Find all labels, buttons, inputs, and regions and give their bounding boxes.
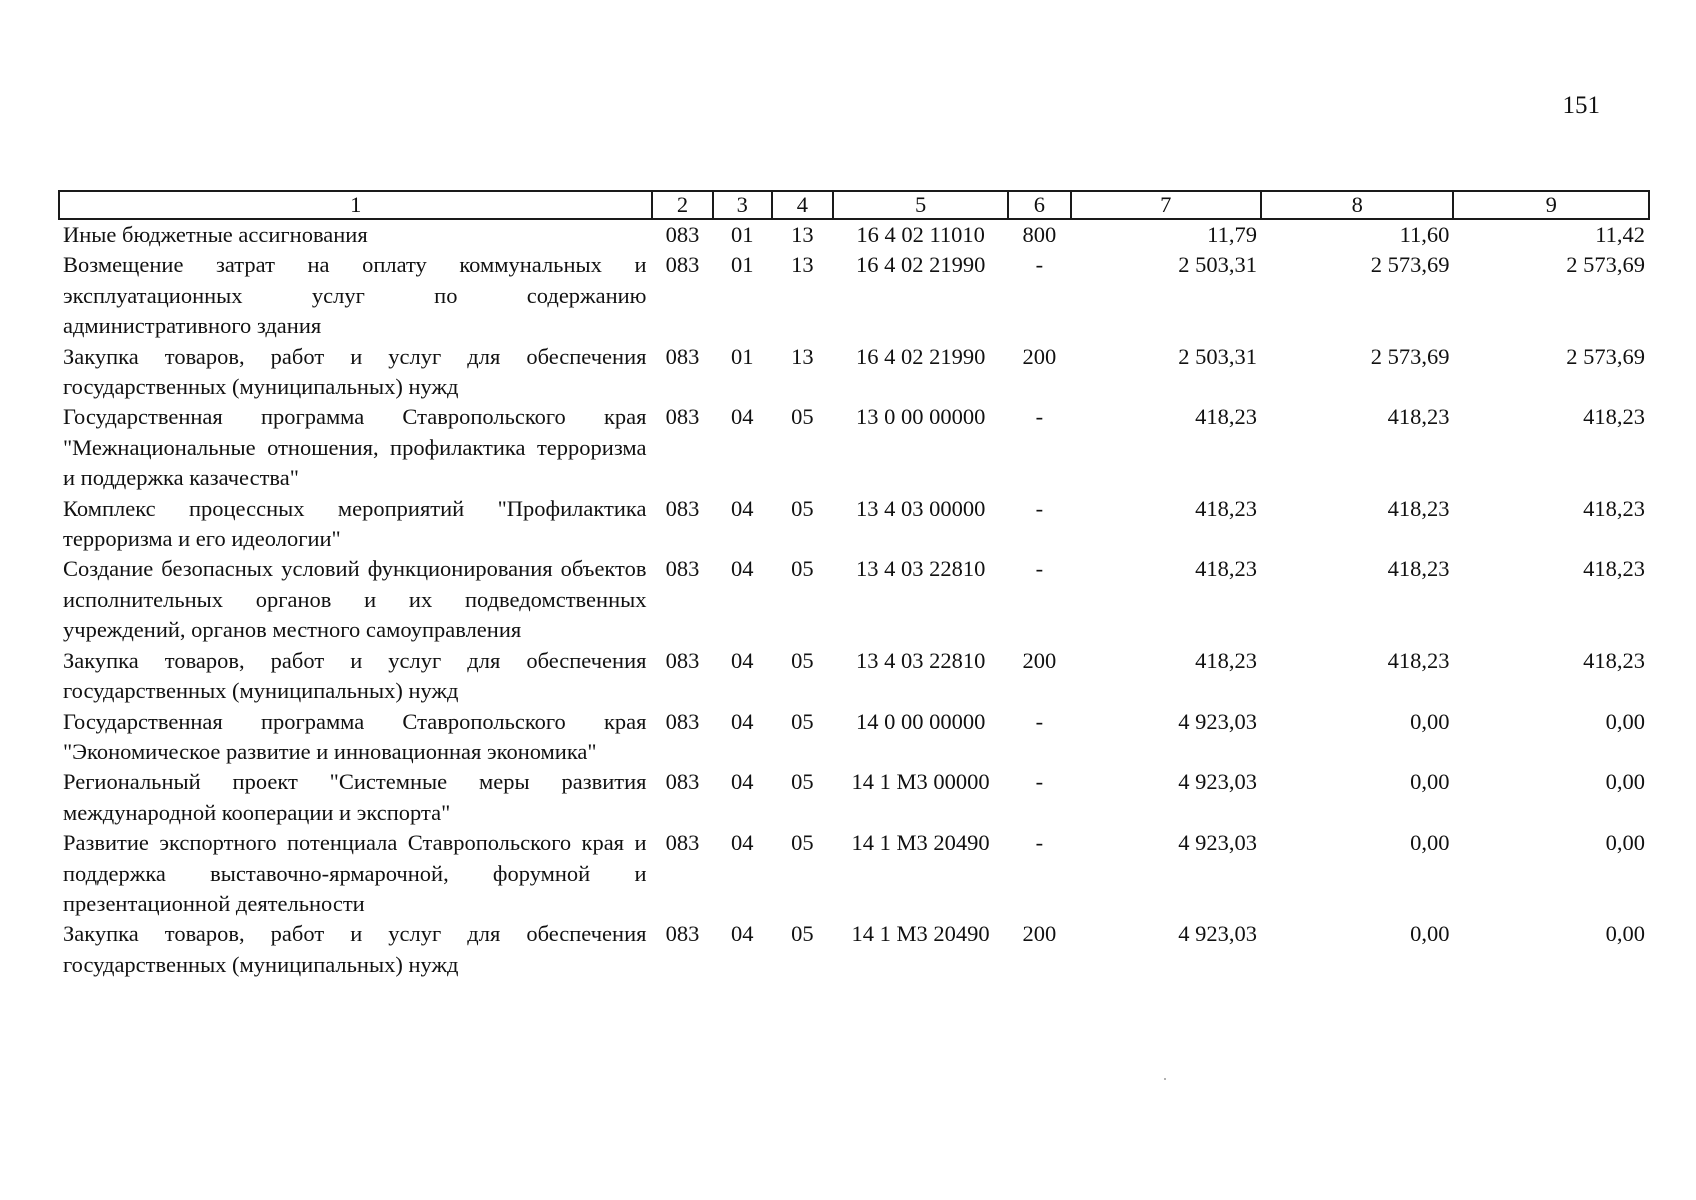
table-header-row [59, 191, 1649, 219]
row-name: Создание безопасных условий функционирования объектов исполнительных органов и их подведомственных учреждений, органов местного самоуправления [63, 556, 647, 643]
row-amount-col9: 418,23 [1583, 647, 1645, 673]
row-expense-type: 200 [1022, 647, 1057, 673]
row-amount-col7: 4 923,03 [1178, 769, 1257, 795]
row-amount-col9: 0,00 [1605, 921, 1645, 947]
row-amount-col7: 4 923,03 [1178, 708, 1257, 734]
row-admin-code: 083 [665, 222, 700, 247]
row-admin-code: 083 [665, 769, 700, 795]
row-amount-col8: 418,23 [1387, 647, 1450, 673]
table-row [59, 342, 1649, 403]
table-row [59, 646, 1649, 707]
row-amount-col9: 418,23 [1583, 556, 1645, 582]
row-amount-col9: 0,00 [1605, 769, 1645, 795]
row-section-code: 04 [730, 921, 754, 947]
row-admin-code: 083 [665, 708, 700, 734]
row-expense-type: - [1035, 708, 1044, 734]
row-section-code: 04 [730, 404, 754, 430]
row-target-article: 14 1 М3 20490 [851, 921, 990, 947]
row-amount-col8: 0,00 [1410, 830, 1450, 856]
row-amount-col8: 418,23 [1387, 495, 1450, 521]
row-target-article: 16 4 02 11010 [856, 222, 985, 247]
row-target-article: 13 4 03 00000 [855, 495, 986, 521]
row-expense-type: - [1035, 769, 1044, 795]
column-header-4: 4 [772, 191, 833, 219]
row-amount-col9: 11,42 [1595, 222, 1645, 247]
column-header-6: 6 [1008, 191, 1070, 219]
row-amount-col7: 418,23 [1195, 556, 1257, 582]
row-amount-col8: 0,00 [1410, 921, 1450, 947]
row-section-code: 04 [730, 769, 754, 795]
row-target-article: 13 4 03 22810 [855, 556, 986, 582]
row-admin-code: 083 [665, 647, 700, 673]
row-amount-col7: 418,23 [1195, 404, 1257, 430]
row-subsection-code: 13 [791, 252, 814, 278]
scan-speck [1164, 1078, 1166, 1080]
row-amount-col8: 11,60 [1399, 222, 1450, 247]
table-row [59, 767, 1649, 828]
row-name: Государственная программа Ставропольского края "Экономическое развитие и инновационная экономика" [63, 708, 647, 764]
column-header-2: 2 [652, 191, 712, 219]
row-section-code: 01 [730, 222, 754, 247]
row-expense-type: 200 [1022, 921, 1057, 947]
table-row [59, 219, 1649, 250]
row-subsection-code: 05 [791, 495, 814, 521]
row-amount-col8: 2 573,69 [1370, 252, 1450, 278]
row-subsection-code: 05 [791, 769, 814, 795]
row-target-article: 13 0 00 00000 [855, 404, 986, 430]
row-expense-type: - [1035, 556, 1044, 582]
table-row [59, 402, 1649, 493]
row-section-code: 04 [730, 830, 754, 856]
row-name: Закупка товаров, работ и услуг для обеспечения государственных (муниципальных) нужд [63, 921, 647, 977]
row-subsection-code: 05 [791, 647, 814, 673]
row-expense-type: 800 [1022, 222, 1057, 247]
row-name: Закупка товаров, работ и услуг для обеспечения государственных (муниципальных) нужд [63, 647, 647, 704]
row-subsection-code: 05 [791, 830, 814, 856]
row-amount-col8: 418,23 [1387, 404, 1450, 430]
row-amount-col7: 4 923,03 [1178, 830, 1257, 856]
row-name: Возмещение затрат на оплату коммунальных и эксплуатационных услуг по содержанию административного здания [63, 252, 647, 339]
row-section-code: 01 [730, 252, 754, 278]
row-section-code: 04 [730, 495, 754, 521]
table-row [59, 707, 1649, 768]
row-amount-col9: 0,00 [1605, 830, 1645, 856]
row-amount-col7: 2 503,31 [1178, 343, 1257, 369]
row-subsection-code: 05 [791, 708, 814, 734]
row-section-code: 04 [730, 556, 754, 582]
row-amount-col8: 0,00 [1410, 769, 1450, 795]
table-row [59, 250, 1649, 341]
row-name: Государственная программа Ставропольского края "Межнациональные отношения, профилактика терроризма и поддержка казачества" [63, 404, 647, 491]
row-amount-col7: 418,23 [1195, 647, 1257, 673]
row-admin-code: 083 [665, 252, 700, 278]
row-expense-type: - [1035, 495, 1044, 521]
row-subsection-code: 05 [791, 556, 814, 582]
row-amount-col8: 0,00 [1410, 708, 1450, 734]
table-row [59, 494, 1649, 555]
column-header-5: 5 [833, 191, 1008, 219]
row-amount-col8: 418,23 [1387, 556, 1450, 582]
row-target-article: 16 4 02 21990 [855, 343, 986, 369]
column-header-3: 3 [713, 191, 772, 219]
row-name: Закупка товаров, работ и услуг для обеспечения государственных (муниципальных) нужд [63, 343, 647, 400]
row-admin-code: 083 [665, 830, 700, 856]
column-header-8: 8 [1261, 191, 1453, 219]
row-target-article: 16 4 02 21990 [855, 252, 986, 278]
row-admin-code: 083 [665, 343, 700, 369]
row-amount-col9: 2 573,69 [1566, 252, 1645, 278]
column-header-1: 1 [59, 191, 652, 219]
table-row [59, 554, 1649, 645]
row-name: Комплекс процессных мероприятий "Профилактика терроризма и его идеологии" [63, 495, 647, 552]
row-amount-col7: 418,23 [1195, 495, 1257, 521]
row-target-article: 14 1 М3 00000 [851, 769, 990, 795]
budget-table [58, 190, 1650, 980]
row-amount-col7: 11,79 [1207, 222, 1257, 247]
row-admin-code: 083 [665, 556, 700, 582]
row-amount-col7: 2 503,31 [1178, 252, 1257, 278]
row-admin-code: 083 [665, 495, 700, 521]
row-amount-col9: 418,23 [1583, 495, 1645, 521]
row-target-article: 13 4 03 22810 [855, 647, 986, 673]
row-section-code: 01 [730, 343, 754, 369]
row-subsection-code: 13 [791, 343, 814, 369]
row-subsection-code: 13 [791, 222, 814, 247]
row-target-article: 14 1 М3 20490 [851, 830, 990, 856]
row-subsection-code: 05 [791, 921, 814, 947]
row-admin-code: 083 [665, 404, 700, 430]
row-admin-code: 083 [665, 921, 700, 947]
table-row [59, 919, 1649, 980]
row-amount-col7: 4 923,03 [1178, 921, 1257, 947]
row-expense-type: - [1035, 252, 1044, 278]
row-target-article: 14 0 00 00000 [855, 708, 986, 734]
row-name: Региональный проект "Системные меры развития международной кооперации и экспорта" [63, 769, 647, 825]
table-row [59, 828, 1649, 919]
row-subsection-code: 05 [791, 404, 814, 430]
column-header-9: 9 [1453, 191, 1649, 219]
row-amount-col9: 418,23 [1583, 404, 1645, 430]
row-expense-type: - [1035, 830, 1044, 856]
row-expense-type: - [1035, 404, 1044, 430]
row-amount-col9: 0,00 [1605, 708, 1645, 734]
table-body [59, 219, 1649, 980]
row-amount-col8: 2 573,69 [1370, 343, 1450, 369]
page-number: 151 [1562, 92, 1600, 119]
row-section-code: 04 [730, 647, 754, 673]
row-amount-col9: 2 573,69 [1566, 343, 1645, 369]
row-name: Иные бюджетные ассигнования [63, 222, 368, 247]
column-header-7: 7 [1071, 191, 1261, 219]
row-expense-type: 200 [1022, 343, 1057, 369]
row-section-code: 04 [730, 708, 754, 734]
row-name: Развитие экспортного потенциала Ставропольского края и поддержка выставочно-ярмарочной, форумной и презентационной деятельности [63, 830, 647, 916]
